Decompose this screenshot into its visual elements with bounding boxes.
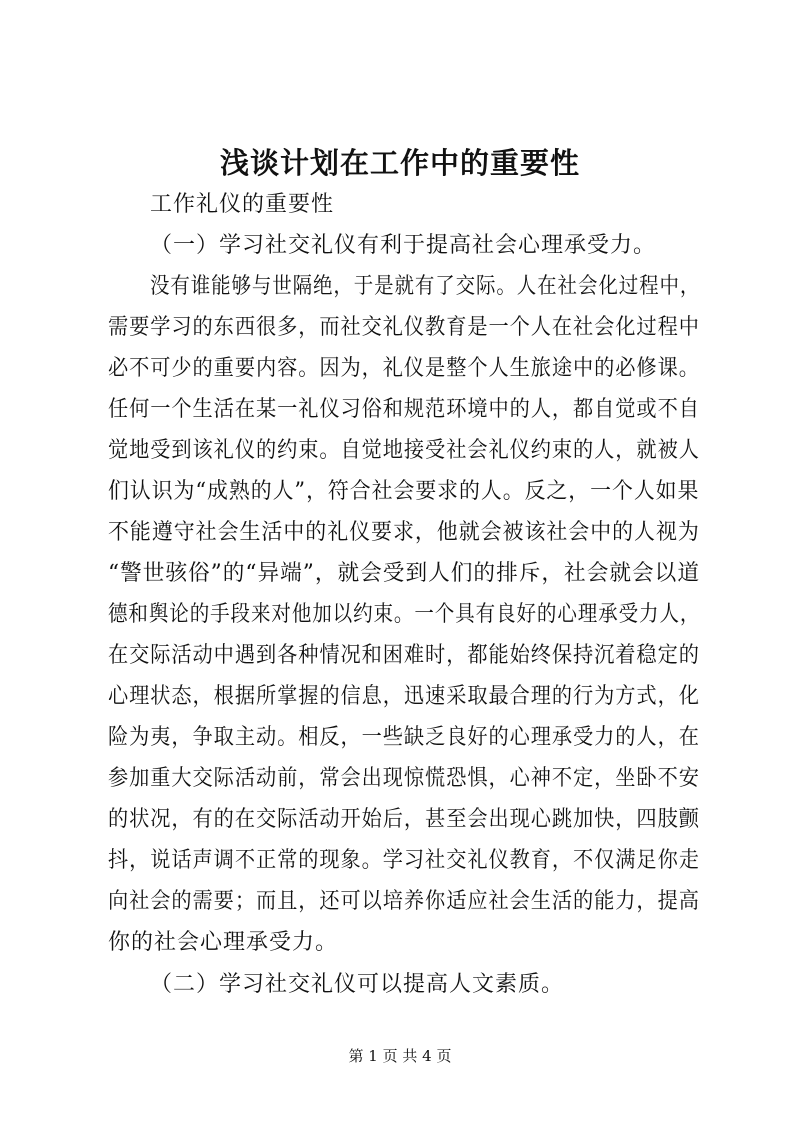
paragraph-line: 抖，说话声调不正常的现象。学习社交礼仪教育，不仅满足你走 [108,848,700,873]
paragraph-line: 心理状态，根据所掌握的信息，迅速采取最合理的行为方式，化 [108,684,700,709]
subsection-heading-1: （一）学习社交礼仪有利于提高社会心理承受力。 [150,233,657,258]
paragraph-line: 不能遵守社会生活中的礼仪要求，他就会被该社会中的人视为 [108,520,700,545]
paragraph-line: “警世骇俗”的“异端”，就会受到人们的排斥，社会就会以道 [108,561,700,586]
paragraph-line: 们认识为“成熟的人”，符合社会要求的人。反之，一个人如果 [108,479,700,504]
paragraph-line: 没有谁能够与世隔绝，于是就有了交际。人在社会化过程中， [150,274,701,299]
document-title: 浅谈计划在工作中的重要性 [219,146,580,180]
paragraph-line: 必不可少的重要内容。因为，礼仪是整个人生旅途中的必修课。 [108,356,700,381]
paragraph-line: 觉地受到该礼仪的约束。自觉地接受社会礼仪约束的人，就被人 [108,438,700,463]
paragraph-line: 的状况，有的在交际活动开始后，甚至会出现心跳加快，四肢颤 [108,807,700,832]
paragraph-line: 向社会的需要；而且，还可以培养你适应社会生活的能力，提高 [108,889,700,914]
paragraph-line: 参加重大交际活动前，常会出现惊慌恐惧，心神不定，坐卧不安 [108,766,700,791]
paragraph-line: 任何一个生活在某一礼仪习俗和规范环境中的人，都自觉或不自 [108,397,700,422]
subsection-heading-2: （二）学习社交礼仪可以提高人文素质。 [150,972,565,997]
paragraph-line: 德和舆论的手段来对他加以约束。一个具有良好的心理承受力人， [108,602,701,627]
paragraph-line: 险为夷，争取主动。相反，一些缺乏良好的心理承受力的人，在 [108,725,700,750]
page-footer: 第 1 页 共 4 页 [348,1047,452,1065]
paragraph-line: 在交际活动中遇到各种情况和困难时，都能始终保持沉着稳定的 [108,643,700,668]
paragraph-line: 你的社会心理承受力。 [108,930,339,955]
section-heading: 工作礼仪的重要性 [150,192,335,217]
paragraph-line: 需要学习的东西很多，而社交礼仪教育是一个人在社会化过程中 [108,315,700,340]
